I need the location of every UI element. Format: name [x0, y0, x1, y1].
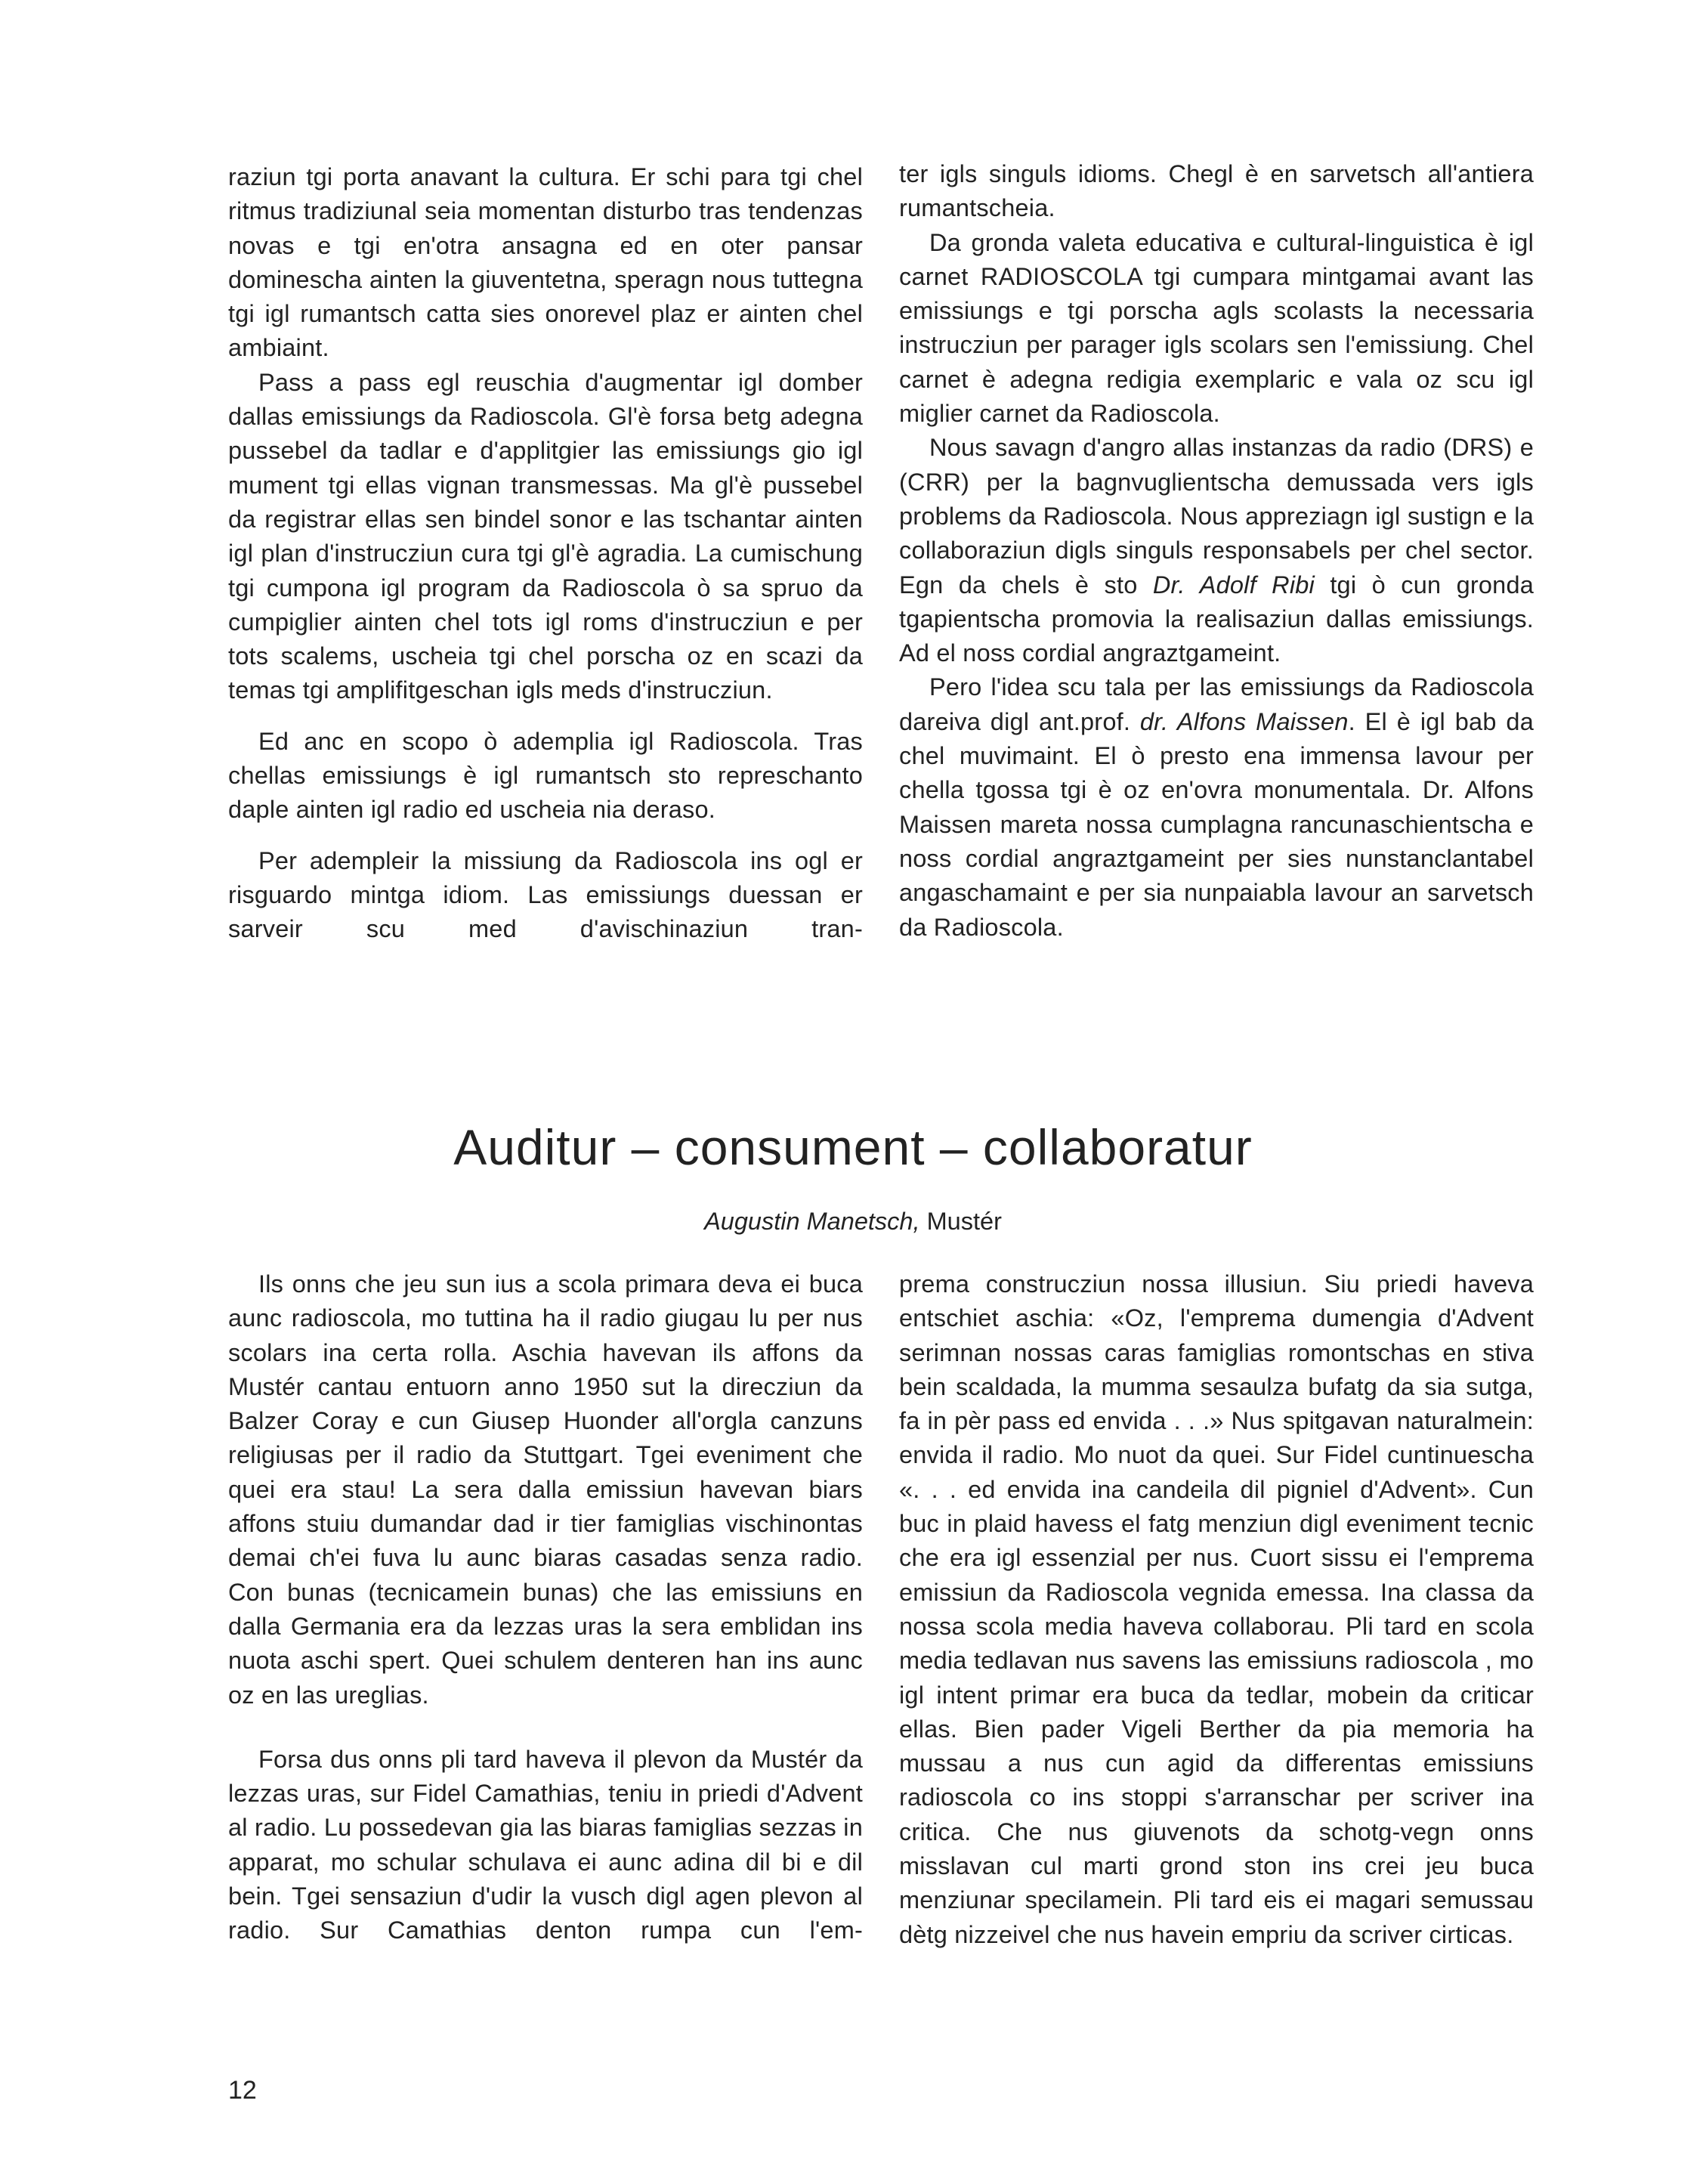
paragraph-text: . El è igl bab da chel muvimaint. El ò presto ena immensa lavour per chella tgossa tgi è oz en'ovra monumentala. Dr. Alfons Maissen mareta nossa cumplagna rancunaschientscha e noss cordial angraztgameint per sies nunstanclantabel angaschamaint e per sia nunpaiabla lavour an sarvetsch da Radioscola. — [899, 707, 1534, 941]
paragraph: Ils onns che jeu sun ius a scola primara deva ei buca aunc radioscola, mo tuttina ha il radio giugau lu per nus scolars ina certa rolla. Aschia havevan ils affons da Mustér cantau entuorn anno 1950 sut la direcziun da Balzer Coray e cun Giusep Huonder all'orgla canzuns religiusas per il radio da Stuttgart. Tgei eveniment che quei era stau! La sera dalla emissiun havevan biars affons stuiu dumandar dad ir tier famiglias vischinontas demai ch'ei fuva lu aunc biaras casadas senza radio. Con bunas (tecnicamein bunas) che las emissiuns en dalla Germania era da lezzas uras la sera emblidan ins nuota aschi spert. Quei schulem denteren han ins aunc oz en las ureglias. — [228, 1270, 863, 1709]
paragraph-text: Nous savagn d'angro allas instanzas da radio (DRS) e (CRR) per la bagnvuglientscha demussada vers igls problems da Radioscola. Nous appreziagn igl sustign e la collaboraziun digls singuls responsabels per chel sector. Egn da chels è sto — [899, 434, 1534, 599]
article-title: Auditur – consument – collaboratur — [453, 1119, 1253, 1175]
person-name: Dr. Adolf Ribi — [1152, 571, 1315, 599]
page-number: 12 — [228, 2076, 257, 2105]
paragraph: prema construcziun nossa illusiun. Siu priedi haveva entschiet aschia: «Oz, l'emprema dumengia d'Advent serimnan nossas caras famiglias romontschas en stiva bein scaldada, la mumma sesaulza bufatg da sia sutga, fa in pèr pass ed envida . . .» Nus spitgavan naturalmein: envida il radio. Mo nuot da quei. Sur Fidel cuntinuescha «. . . ed envida ina candeila dil pigniel d'Advent». Cun buc in plaid havess el fatg menziun digl eveniment tecnic che era igl essenzial per nus. Cuort sissu ei l'emprema emissiun da Radioscola vegnida emessa. Ina classa da nossa scola media haveva collaborau. Pli tard en scola media tedlavan nus savens las emissiuns radioscola , mo igl intent primar era buca da tedlar, mobein da criticar ellas. Bien pader Vigeli Berther da pia memoria ha mussau a nus cun agid da differentas emissiuns radioscola co ins stoppi s'arranschar per scriver ina critica. Che nus giuvenots da schotg-vegn onns misslavan cul marti grond ston ins crei jeu buca menziunar specilamein. Pli tard eis ei magari semussau dètg nizzeivel che nus havein empriu da scriver cirticas. — [899, 1270, 1534, 1948]
paragraph-text: tgi ò cun gronda tgapientscha promovia la realisaziun dallas emissiungs. Ad el noss cordial angraztgameint. — [899, 571, 1534, 667]
paragraph — [899, 431, 1534, 670]
paragraph: ter igls singuls idioms. Chegl è en sarvetsch all'antiera rumantscheia. — [899, 160, 1534, 222]
article-left-column — [228, 1267, 863, 1948]
paragraph: Pass a pass egl reuschia d'augmentar igl domber dallas emissiungs da Radioscola. Gl'è forsa betg adegna pussebel da tadlar e d'applitgier las emissiungs gio igl mument tgi ellas vignan transmessas. Ma gl'è pussebel da registrar ellas sen bindel sonor e las tschantar ainten igl plan d'instrucziun cura tgi gl'è agradia. La cumischung tgi cumpona igl program da Radioscola ò sa spruo da cumpiglier ainten chel tots igl roms d'instrucziun e per tots scalems, uscheia tgi chel porscha oz en scazi da temas tgi amplifitgeschan igls meds d'instrucziun. — [228, 368, 863, 704]
author-place: Mustér — [919, 1208, 1002, 1235]
byline — [0, 1208, 1706, 1236]
paragraph: Ed anc en scopo ò ademplia igl Radioscola. Tras chellas emissiungs è igl rumantsch sto represchanto daple ainten igl radio ed uscheia nia deraso. — [228, 727, 863, 824]
continued-article-left-column — [228, 160, 863, 947]
paragraph: Da gronda valeta educativa e cultural-linguistica è igl carnet RADIOSCOLA tgi cumpara mintgamai avant las emissiungs e tgi porscha agls scolasts la necessaria instrucziun per parager igls scolars sen l'emissiung. Chel carnet è adegna redigia exemplaric e vala oz scu igl miglier carnet da Radioscola. — [899, 228, 1534, 428]
person-name: dr. Alfons Maissen — [1139, 707, 1349, 735]
paragraph: Per adempleir la missiung da Radioscola ins ogl er risguardo mintga idiom. Las emissiungs duessan er sarveir scu med d'avischinaziun tran- — [228, 846, 863, 943]
paragraph: Forsa dus onns pli tard haveva il plevon da Mustér da lezzas uras, sur Fidel Camathias, teniu in priedi d'Advent al radio. Lu possedevan gia las biaras famiglias sezzas in apparat, mo schular schulava ei aunc adina dil bi e dil bein. Tgei sensaziun d'udir la vusch digl agen plevon al radio. Sur Camathias denton rumpa cun l'em- — [228, 1745, 863, 1944]
paragraph-text: Pero l'idea scu tala per las emissiungs da Radioscola dareiva digl ant.prof. — [899, 673, 1534, 735]
paragraph: raziun tgi porta anavant la cultura. Er schi para tgi chel ritmus tradiziunal seia momentan disturbo tras tendenzas novas e tgi en'otra ansagna ed en oter pansar dominescha ainten la giuventetna, speragn nous tuttegna tgi igl rumantsch catta sies onorevel plaz er ainten chel ambiaint. — [228, 163, 863, 362]
article-right-column — [899, 1267, 1534, 1952]
continued-article-right-column — [899, 157, 1534, 945]
author-name: Augustin Manetsch, — [704, 1208, 920, 1235]
paragraph — [899, 670, 1534, 944]
